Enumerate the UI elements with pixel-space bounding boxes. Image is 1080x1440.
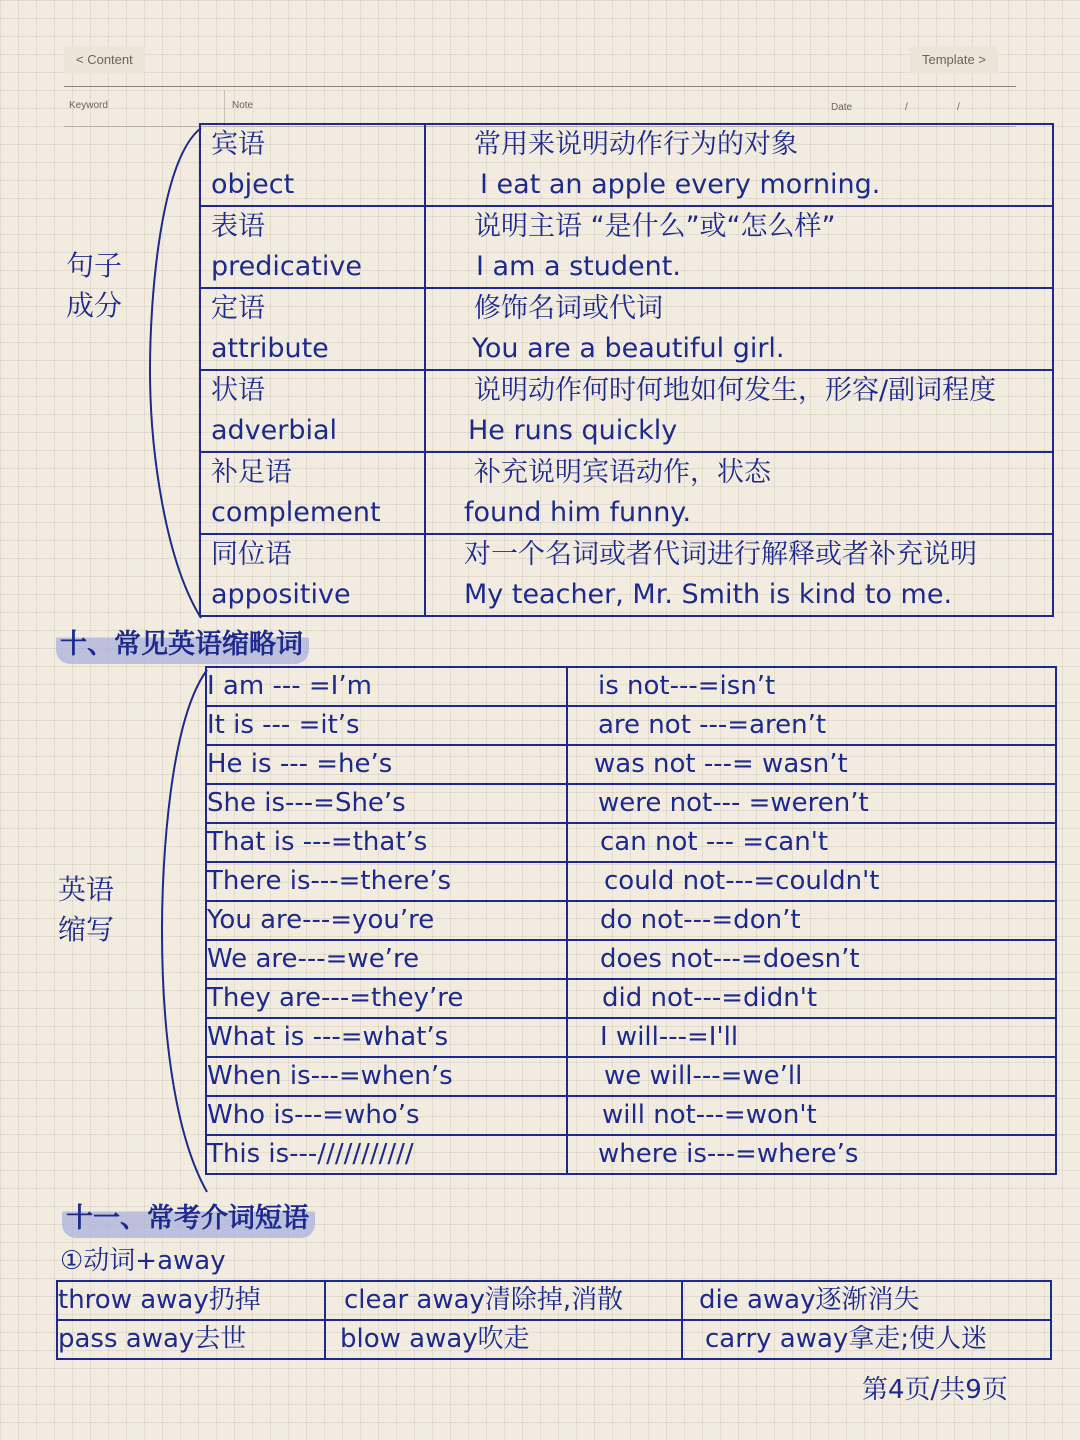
- component-desc-cell: 常用来说明动作行为的对象 I eat an apple every morning.: [425, 124, 1053, 206]
- page-indicator: 第4页/共9页: [862, 1375, 1008, 1405]
- table-row: [200, 288, 1053, 370]
- table-row: [206, 706, 1056, 745]
- abbreviations-side-label: 英语 缩写: [58, 873, 115, 946]
- note-label: Note: [232, 100, 254, 111]
- abbr-cell: where is---=where’s: [567, 1135, 1056, 1174]
- abbr-cell: are not ---=aren’t: [567, 706, 1056, 745]
- abbr-cell: does not---=doesn’t: [567, 940, 1056, 979]
- component-name-cell: 状语 adverbial: [200, 370, 425, 452]
- phrase-cell: blow away吹走: [325, 1320, 682, 1359]
- keyword-label: Keyword: [69, 100, 108, 111]
- abbr-cell: did not---=didn't: [567, 979, 1056, 1018]
- table-row: [206, 979, 1056, 1018]
- phrase-cell: throw away扔掉: [57, 1281, 325, 1320]
- date-slash-1: /: [905, 102, 908, 113]
- table-row: [206, 823, 1056, 862]
- abbr-cell: will not---=won't: [567, 1096, 1056, 1135]
- table-row: [206, 745, 1056, 784]
- components-brace: [150, 128, 201, 618]
- table-row: [200, 534, 1053, 616]
- abbr-cell: They are---=they’re: [206, 979, 567, 1018]
- component-desc-cell: 对一个名词或者代词进行解释或者补充说明 My teacher, Mr. Smith is kind to me.: [425, 534, 1053, 616]
- table-row: [206, 1057, 1056, 1096]
- table-row: [200, 452, 1053, 534]
- component-desc-cell: 说明主语 “是什么”或“怎么样” I am a student.: [425, 206, 1053, 288]
- abbr-cell: Who is---=who’s: [206, 1096, 567, 1135]
- phrase-cell: pass away去世: [57, 1320, 325, 1359]
- component-name-cell: 宾语 object: [200, 124, 425, 206]
- table-row: [200, 124, 1053, 206]
- section-10-title: 十、常见英语缩略词: [56, 626, 309, 664]
- table-row: [206, 1096, 1056, 1135]
- table-row: [206, 901, 1056, 940]
- table-row: [57, 1281, 1051, 1320]
- component-name-cell: 定语 attribute: [200, 288, 425, 370]
- prepositional-phrases-table: [56, 1280, 1052, 1360]
- table-row: [206, 1135, 1056, 1174]
- abbr-cell: We are---=we’re: [206, 940, 567, 979]
- abbr-cell: That is ---=that’s: [206, 823, 567, 862]
- component-name-cell: 表语 predicative: [200, 206, 425, 288]
- abbr-cell: I am --- =I’m: [206, 667, 567, 706]
- abbr-cell: She is---=She’s: [206, 784, 567, 823]
- abbr-cell: He is --- =he’s: [206, 745, 567, 784]
- abbr-cell: was not ---= wasn’t: [567, 745, 1056, 784]
- phrase-cell: die away逐渐消失: [682, 1281, 1051, 1320]
- table-row: [206, 1018, 1056, 1057]
- abbr-cell: do not---=don’t: [567, 901, 1056, 940]
- abbr-cell: When is---=when’s: [206, 1057, 567, 1096]
- abbr-cell: I will---=I'll: [567, 1018, 1056, 1057]
- date-slash-2: /: [957, 102, 960, 113]
- abbr-cell: You are---=you’re: [206, 901, 567, 940]
- abbr-cell: can not --- =can't: [567, 823, 1056, 862]
- abbr-cell: What is ---=what’s: [206, 1018, 567, 1057]
- abbr-cell: were not--- =weren’t: [567, 784, 1056, 823]
- component-desc-cell: 说明动作何时何地如何发生，形容/副词程度 He runs quickly: [425, 370, 1053, 452]
- table-row: [206, 862, 1056, 901]
- table-row: [206, 784, 1056, 823]
- abbr-cell: we will---=we’ll: [567, 1057, 1056, 1096]
- abbr-cell: This is---///////////: [206, 1135, 567, 1174]
- abbreviations-brace: [162, 670, 207, 1192]
- section-11-subtitle: ①动词+away: [60, 1246, 226, 1276]
- abbr-cell: is not---=isn’t: [567, 667, 1056, 706]
- content-back-button[interactable]: < Content: [64, 46, 145, 74]
- table-row: [200, 206, 1053, 288]
- date-label: Date: [831, 102, 853, 113]
- table-row: [57, 1320, 1051, 1359]
- component-name-cell: 补足语 complement: [200, 452, 425, 534]
- template-button[interactable]: Template >: [910, 46, 998, 74]
- component-name-cell: 同位语 appositive: [200, 534, 425, 616]
- phrase-cell: carry away拿走;使人迷: [682, 1320, 1051, 1359]
- abbr-cell: It is --- =it’s: [206, 706, 567, 745]
- table-row: [206, 667, 1056, 706]
- components-side-label: 句子 成分: [66, 249, 123, 322]
- abbr-cell: There is---=there’s: [206, 862, 567, 901]
- table-row: [200, 370, 1053, 452]
- sentence-components-table: [199, 123, 1054, 617]
- phrase-cell: clear away清除掉,消散: [325, 1281, 682, 1320]
- abbreviations-table: [205, 666, 1057, 1175]
- abbr-cell: could not---=couldn't: [567, 862, 1056, 901]
- component-desc-cell: 补充说明宾语动作，状态 found him funny.: [425, 452, 1053, 534]
- table-row: [206, 940, 1056, 979]
- component-desc-cell: 修饰名词或代词 You are a beautiful girl.: [425, 288, 1053, 370]
- section-11-title: 十一、常考介词短语: [62, 1200, 315, 1238]
